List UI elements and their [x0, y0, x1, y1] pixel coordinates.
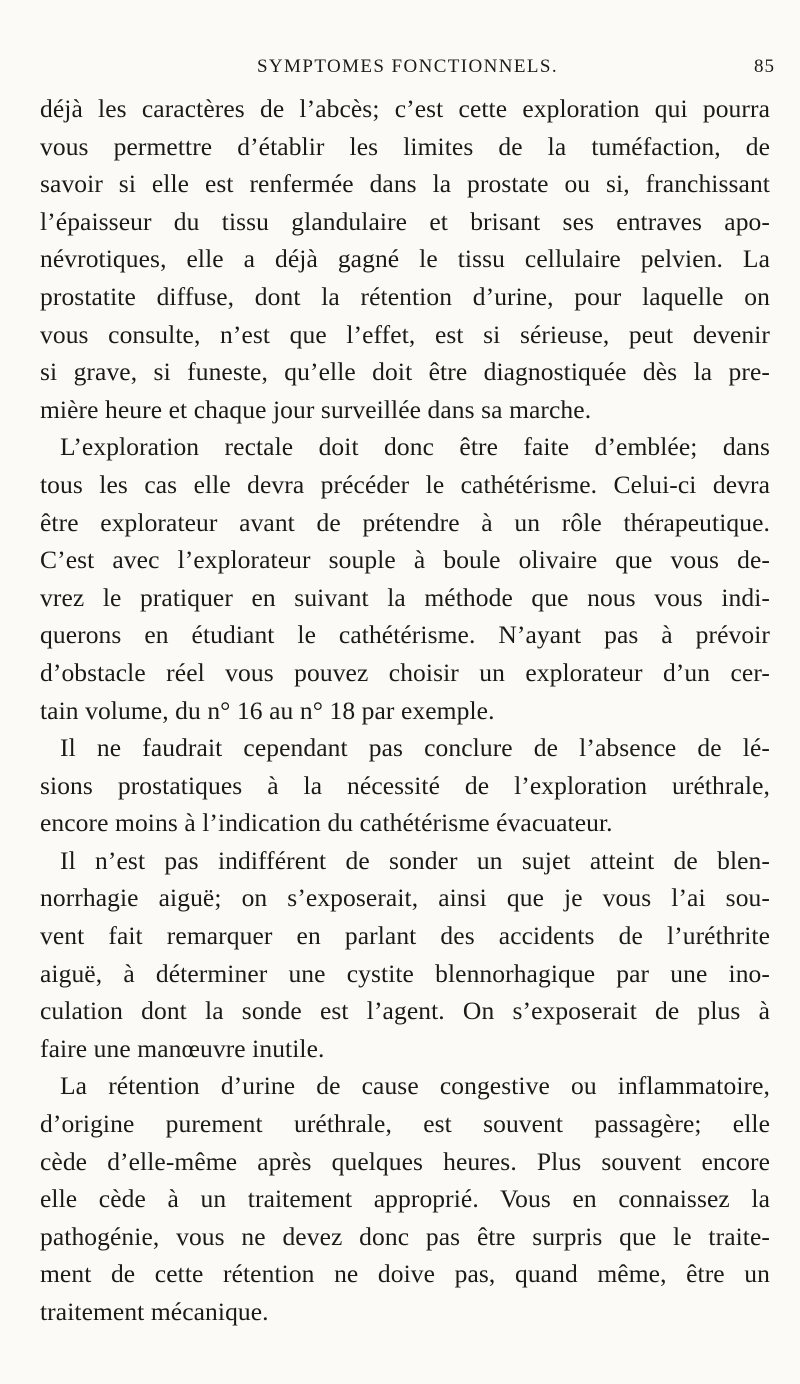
text-line: faire une manœuvre inutile.: [40, 1033, 325, 1063]
text-line: vous permettre d’établir les limites de la tuméfaction, de: [40, 131, 770, 161]
body-text: [40, 90, 770, 1331]
text-line: traitement mécanique.: [40, 1297, 269, 1326]
text-line: tous les cas elle devra précéder le cathétérisme. Celui-ci devra: [40, 469, 770, 499]
text-line: querons en étudiant le cathétérisme. N’ayant pas à prévoir: [40, 620, 770, 650]
running-title: SYMPTOMES FONCTIONNELS.: [256, 56, 559, 77]
text-line: C’est avec l’explorateur souple à boule olivaire que vous de-: [40, 545, 770, 575]
text-line: être explorateur avant de prétendre à un rôle thérapeutique.: [40, 507, 770, 537]
text-line: Il ne faudrait cependant pas conclure de l’absence de lé-: [60, 733, 770, 763]
page-header: [40, 56, 775, 82]
text-line: tain volume, du n° 16 au n° 18 par exemple.: [40, 695, 495, 725]
text-line: sions prostatiques à la nécessité de l’exploration uréthrale,: [40, 770, 770, 800]
text-line: si grave, si funeste, qu’elle doit être diagnostiquée dès la pre-: [40, 357, 770, 387]
text-line: névrotiques, elle a déjà gagné le tissu cellulaire pelvien. La: [40, 244, 770, 274]
text-line: cède d’elle-même après quelques heures. Plus souvent encore: [40, 1146, 770, 1176]
text-line: mière heure et chaque jour surveillée dans sa marche.: [40, 394, 592, 424]
text-line: vrez le pratiquer en suivant la méthode que nous vous indi-: [40, 582, 770, 612]
text-line: d’obstacle réel vous pouvez choisir un explorateur d’un cer-: [40, 657, 770, 687]
text-line: aiguë, à déterminer une cystite blennorhagique par une ino-: [40, 958, 770, 988]
text-line: l’épaisseur du tissu glandulaire et brisant ses entraves apo-: [40, 206, 770, 236]
text-line: La rétention d’urine de cause congestive ou inflammatoire,: [60, 1071, 770, 1101]
text-line: ment de cette rétention ne doive pas, quand même, être un: [40, 1259, 770, 1289]
text-line: culation dont la sonde est l’agent. On s’exposerait de plus à: [40, 996, 770, 1026]
text-line: vous consulte, n’est que l’effet, est si sérieuse, peut devenir: [40, 319, 770, 349]
text-line: encore moins à l’indication du cathétérisme évacuateur.: [40, 808, 613, 838]
text-line: déjà les caractères de l’abcès; c’est cette exploration qui pourra: [40, 94, 770, 123]
text-line: d’origine purement uréthrale, est souvent passagère; elle: [40, 1109, 770, 1139]
page-number: 85: [754, 56, 775, 77]
text-line: Il n’est pas indifférent de sonder un sujet atteint de blen-: [60, 845, 770, 875]
text-line: L’exploration rectale doit donc être faite d’emblée; dans: [60, 432, 770, 462]
text-line: elle cède à un traitement approprié. Vous en connaissez la: [40, 1184, 770, 1214]
text-line: norrhagie aiguë; on s’exposerait, ainsi que je vous l’ai sou-: [40, 883, 770, 913]
text-line: vent fait remarquer en parlant des accidents de l’uréthrite: [40, 921, 770, 951]
text-line: savoir si elle est renfermée dans la prostate ou si, franchissant: [40, 169, 770, 199]
text-line: pathogénie, vous ne devez donc pas être surpris que le traite-: [40, 1221, 770, 1251]
text-line: prostatite diffuse, dont la rétention d’urine, pour laquelle on: [40, 281, 770, 311]
